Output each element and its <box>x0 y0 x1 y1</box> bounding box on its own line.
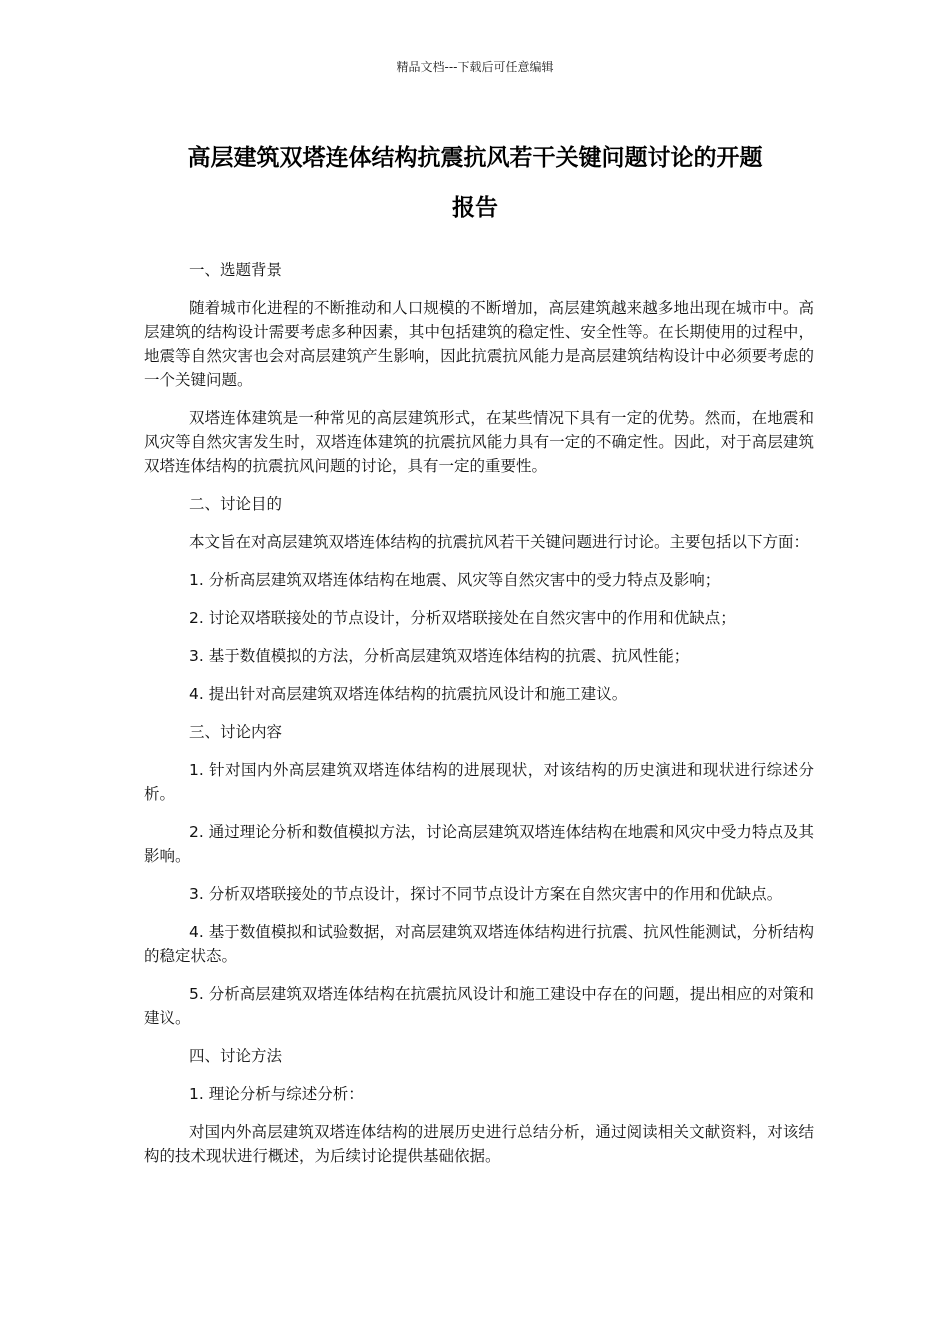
section-heading-method: 四、讨论方法 <box>189 1047 283 1065</box>
list-item: 3. 基于数值模拟的方法，分析高层建筑双塔连体结构的抗震、抗风性能； <box>189 647 690 665</box>
list-item: 2. 通过理论分析和数值模拟方法，讨论高层建筑双塔连体结构在地震和风灾中受力特点及其影响。 <box>144 823 814 865</box>
document-body <box>144 258 814 1182</box>
list-item: 1. 针对国内外高层建筑双塔连体结构的进展现状，对该结构的历史演进和现状进行综述分析。 <box>144 761 814 803</box>
list-item: 2. 讨论双塔联接处的节点设计，分析双塔联接处在自然灾害中的作用和优缺点； <box>189 609 736 627</box>
paragraph: 对国内外高层建筑双塔连体结构的进展历史进行总结分析，通过阅读相关文献资料，对该结构的技术现状进行概述，为后续讨论提供基础依据。 <box>144 1123 814 1165</box>
paragraph: 随着城市化进程的不断推动和人口规模的不断增加，高层建筑越来越多地出现在城市中。高层建筑的结构设计需要考虑多种因素，其中包括建筑的稳定性、安全性等。在长期使用的过程中，地震等自然灾害也会对高层建筑产生影响，因此抗震抗风能力是高层建筑结构设计中必须要考虑的一个关键问题。 <box>144 299 814 389</box>
list-item: 5. 分析高层建筑双塔连体结构在抗震抗风设计和施工建设中存在的问题，提出相应的对策和建议。 <box>144 985 814 1027</box>
section-heading-background: 一、选题背景 <box>189 261 283 279</box>
list-item: 1. 理论分析与综述分析： <box>189 1085 364 1103</box>
list-item: 4. 基于数值模拟和试验数据，对高层建筑双塔连体结构进行抗震、抗风性能测试，分析结构的稳定状态。 <box>144 923 814 965</box>
section-heading-content: 三、讨论内容 <box>189 723 283 741</box>
document-title <box>140 133 810 233</box>
list-item: 3. 分析双塔联接处的节点设计，探讨不同节点设计方案在自然灾害中的作用和优缺点。 <box>189 885 783 903</box>
title-line-1: 高层建筑双塔连体结构抗震抗风若干关键问题讨论的开题 <box>187 145 763 171</box>
title-line-2: 报告 <box>452 195 498 221</box>
list-item: 1. 分析高层建筑双塔连体结构在地震、风灾等自然灾害中的受力特点及影响； <box>189 571 721 589</box>
section-heading-purpose: 二、讨论目的 <box>189 495 283 513</box>
header-note: 精品文档---下载后可任意编辑 <box>396 60 554 74</box>
list-item: 4. 提出针对高层建筑双塔连体结构的抗震抗风设计和施工建议。 <box>189 685 628 703</box>
paragraph: 本文旨在对高层建筑双塔连体结构的抗震抗风若干关键问题进行讨论。主要包括以下方面： <box>189 533 810 551</box>
paragraph: 双塔连体建筑是一种常见的高层建筑形式，在某些情况下具有一定的优势。然而，在地震和风灾等自然灾害发生时，双塔连体建筑的抗震抗风能力具有一定的不确定性。因此，对于高层建筑双塔连体结构的抗震抗风问题的讨论，具有一定的重要性。 <box>144 409 814 475</box>
